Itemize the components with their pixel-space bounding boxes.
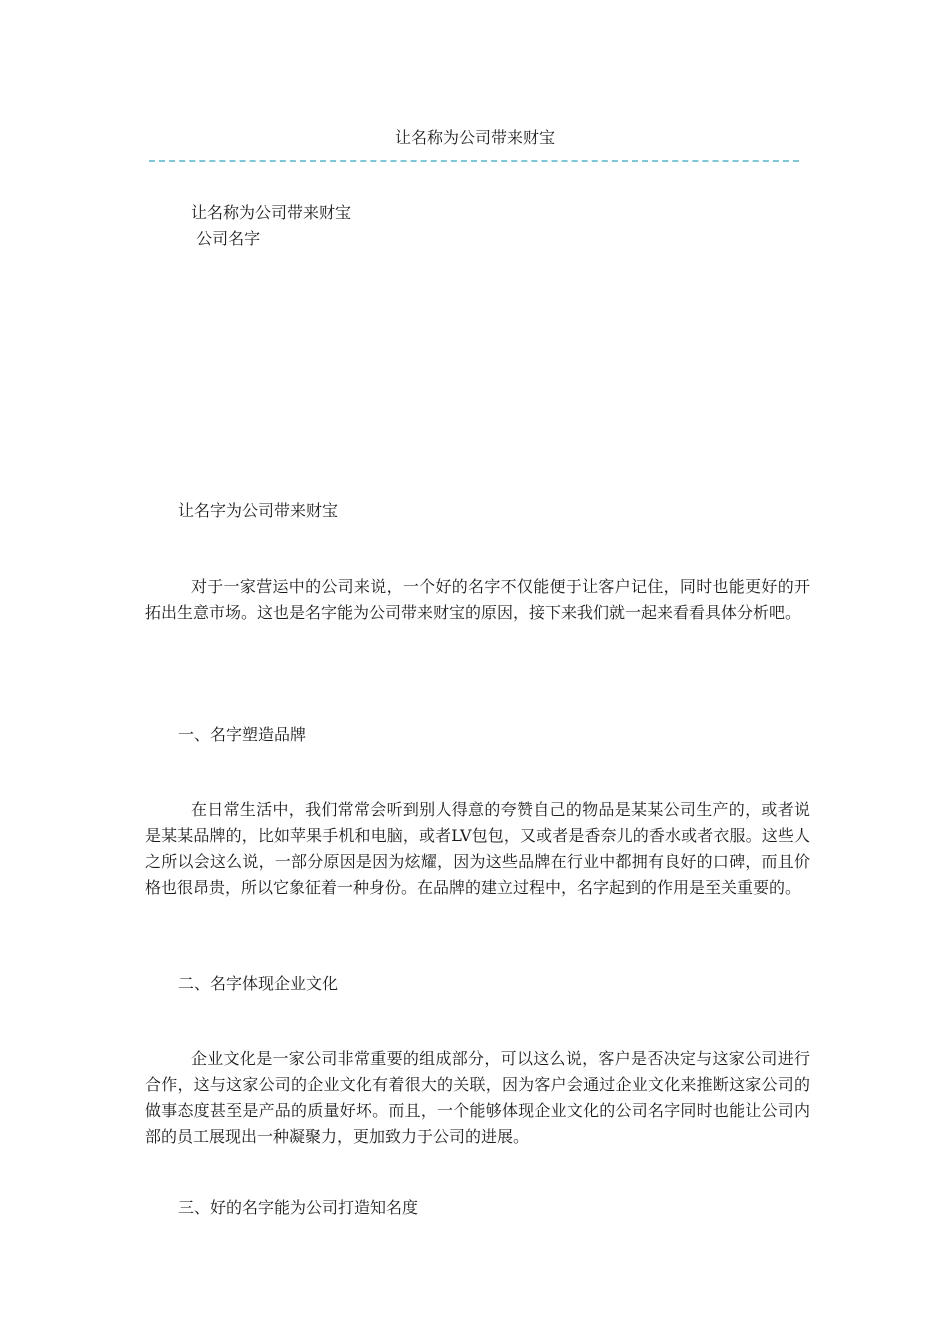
section-3-heading: 三、好的名字能为公司打造知名度 [178,1198,419,1217]
section-1-heading: 一、名字塑造品牌 [178,725,307,744]
section-2-heading: 二、名字体现企业文化 [178,974,339,993]
dashed-divider [149,160,799,162]
intro-paragraph: 对于一家营运中的公司来说，一个好的名字不仅能便于让客户记住，同时也能更好的开拓出生意市场。这也是名字能为公司带来财宝的原因，接下来我们就一起来看看具体分析吧。 [145,577,810,622]
meta-tag: 公司名字 [191,229,261,248]
section-2-body: 企业文化是一家公司非常重要的组成部分，可以这么说，客户是否决定与这家公司进行合作，这与这家公司的企业文化有着很大的关联，因为客户会通过企业文化来推断这家公司的做事态度甚至是产品的质量好坏。而且，一个能够体现企业文化的公司名字同时也能让公司内部的员工展现出一种凝聚力，更加致力于公司的进展。 [145,1049,810,1146]
meta-title: 让名称为公司带来财宝 [191,203,352,222]
article-title: 让名字为公司带来财宝 [178,501,339,520]
section-1-body: 在日常生活中，我们常常会听到别人得意的夸赞自己的物品是某某公司生产的，或者说是某某品牌的，比如苹果手机和电脑，或者LV包包，又或者是香奈儿的香水或者衣服。这些人之所以会这么说，一部分原因是因为炫耀，因为这些品牌在行业中都拥有良好的口碑，而且价格也很昂贵，所以它象征着一种身份。在品牌的建立过程中，名字起到的作用是至关重要的。 [145,800,810,897]
document-title: 让名称为公司带来财宝 [394,128,555,147]
